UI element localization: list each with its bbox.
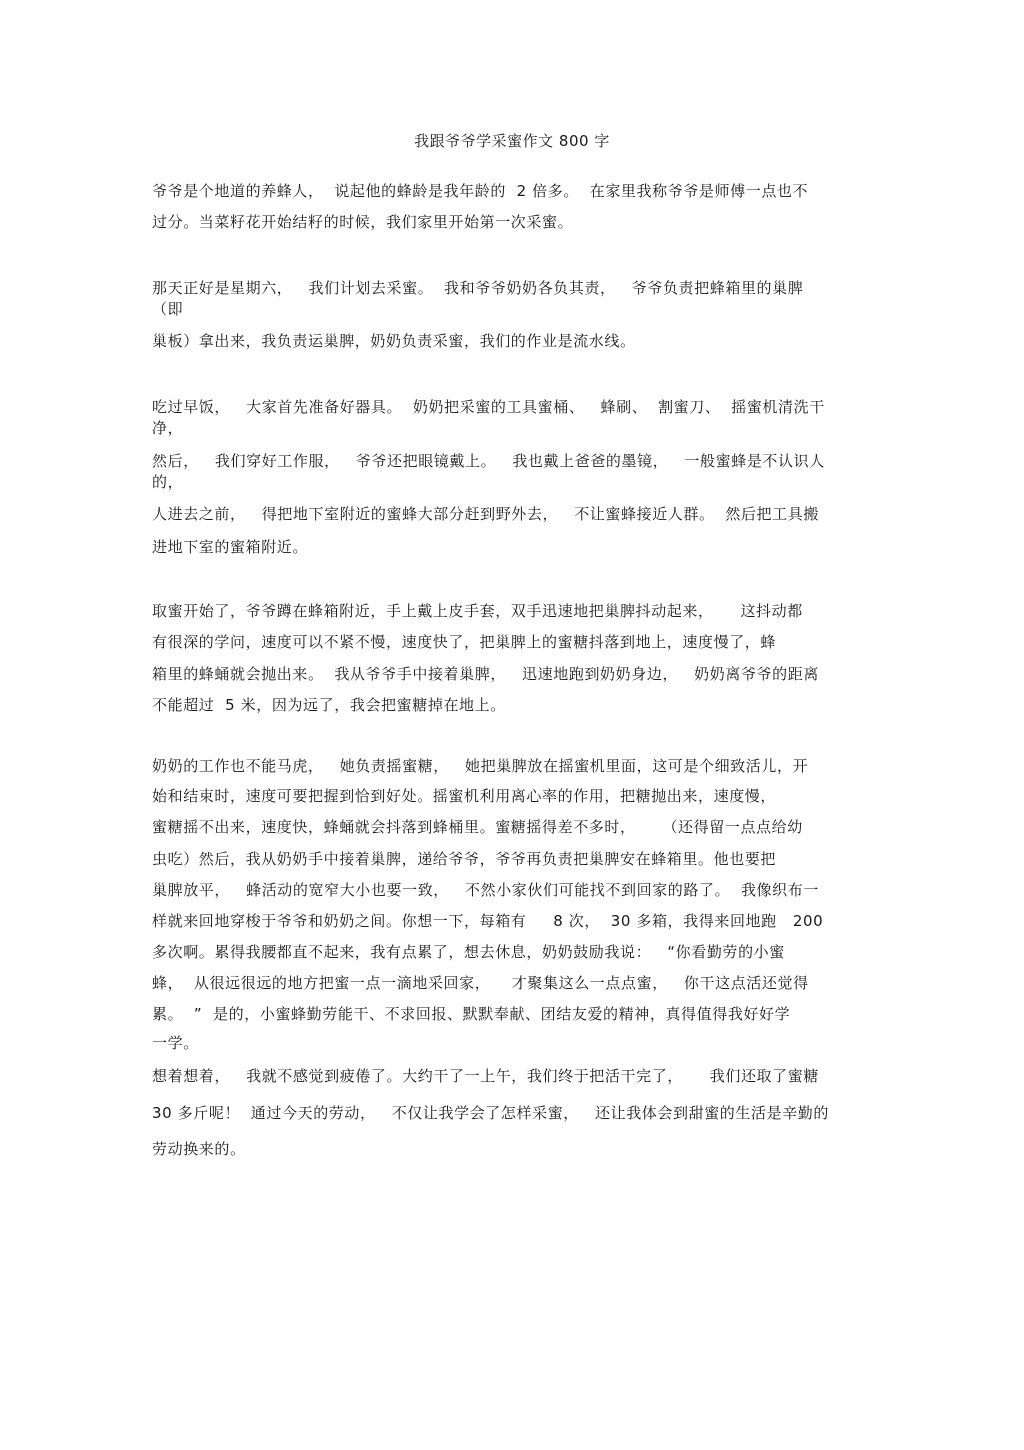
text-line: 样就来回地穿梭于爷爷和奶奶之间。你想一下，每箱有 8 次， 30 多箱，我得来回地跑 200 <box>152 912 824 930</box>
text-line: 不能超过 5 米，因为远了，我会把蜜糖掉在地上。 <box>152 696 506 714</box>
text-line: 一学。 <box>152 1034 199 1052</box>
text-line: 箱里的蜂蛹就会抛出来。 我从爷爷手中接着巢脾， 迅速地跑到奶奶身边， 奶奶离爷爷的距离 <box>152 665 819 683</box>
text-line: 那天正好是星期六， 我们计划去采蜜。 我和爷爷奶奶各负其责， 爷爷负责把蜂箱里的巢脾 <box>152 279 804 297</box>
text-line: 进地下室的蜜箱附近。 <box>152 538 309 556</box>
document-title: 我跟爷爷学采蜜作文 800 字 <box>414 132 610 150</box>
text-line: 然后， 我们穿好工作服， 爷爷还把眼镜戴上。 我也戴上爸爸的墨镜， 一般蜜蜂是不认识人 <box>152 452 825 470</box>
text-line: 虫吃）然后，我从奶奶手中接着巢脾，递给爷爷，爷爷再负责把巢脾安在蜂箱里。他也要把 <box>152 850 777 868</box>
text-line: 想着想着， 我就不感觉到疲倦了。大约干了一上午，我们终于把活干完了， 我们还取了蜜糖 <box>152 1067 819 1085</box>
text-line: 净， <box>152 419 184 437</box>
text-line: 人进去之前， 得把地下室附近的蜜蜂大部分赶到野外去， 不让蜜蜂接近人群。 然后把工具搬 <box>152 505 819 523</box>
text-line: 多次啊。累得我腰都直不起来，我有点累了，想去休息，奶奶鼓励我说： “你看勤劳的小蜜 <box>152 943 785 961</box>
text-line: 奶奶的工作也不能马虎， 她负责摇蜜糖， 她把巢脾放在摇蜜机里面，这可是个细致活儿，开 <box>152 757 809 775</box>
text-line: 吃过早饭， 大家首先准备好器具。 奶奶把采蜜的工具蜜桶、 蜂刷、 割蜜刀、 摇蜜机清洗干 <box>152 398 825 416</box>
text-line: 过分。当菜籽花开始结籽的时候，我们家里开始第一次采蜜。 <box>152 213 574 231</box>
text-line: （即 <box>152 300 184 318</box>
text-line: 巢脾放平， 蜂活动的宽窄大小也要一致， 不然小家伙们可能找不到回家的路了。 我像织布一 <box>152 881 819 899</box>
text-line: 有很深的学问，速度可以不紧不慢，速度快了，把巢脾上的蜜糖抖落到地上，速度慢了，蜂 <box>152 633 777 651</box>
text-line: 蜂， 从很远很远的地方把蜜一点一滴地采回家， 才聚集这么一点点蜜， 你干这点活还觉得 <box>152 974 809 992</box>
text-line: 始和结束时，速度可要把握到恰到好处。摇蜜机利用离心率的作用，把糖抛出来，速度慢， <box>152 787 777 805</box>
text-line: 爷爷是个地道的养蜂人， 说起他的蜂龄是我年龄的 2 倍多。 在家里我称爷爷是师傅一点也不 <box>152 182 809 200</box>
text-line: 劳动换来的。 <box>152 1140 246 1158</box>
text-line: 累。 ” 是的，小蜜蜂勤劳能干、不求回报、默默奉献、团结友爱的精神，真得值得我好好学 <box>152 1005 791 1023</box>
text-line: 30 多斤呢！ 通过今天的劳动， 不仅让我学会了怎样采蜜， 还让我体会到甜蜜的生活是辛勤的 <box>152 1104 830 1122</box>
text-line: 蜜糖摇不出来，速度快，蜂蛹就会抖落到蜂桶里。蜜糖摇得差不多时， （还得留一点点给幼 <box>152 818 803 836</box>
text-line: 取蜜开始了，爷爷蹲在蜂箱附近，手上戴上皮手套，双手迅速地把巢脾抖动起来， 这抖动都 <box>152 602 803 620</box>
text-line: 的， <box>152 473 184 491</box>
text-line: 巢板）拿出来，我负责运巢脾，奶奶负责采蜜，我们的作业是流水线。 <box>152 332 636 350</box>
